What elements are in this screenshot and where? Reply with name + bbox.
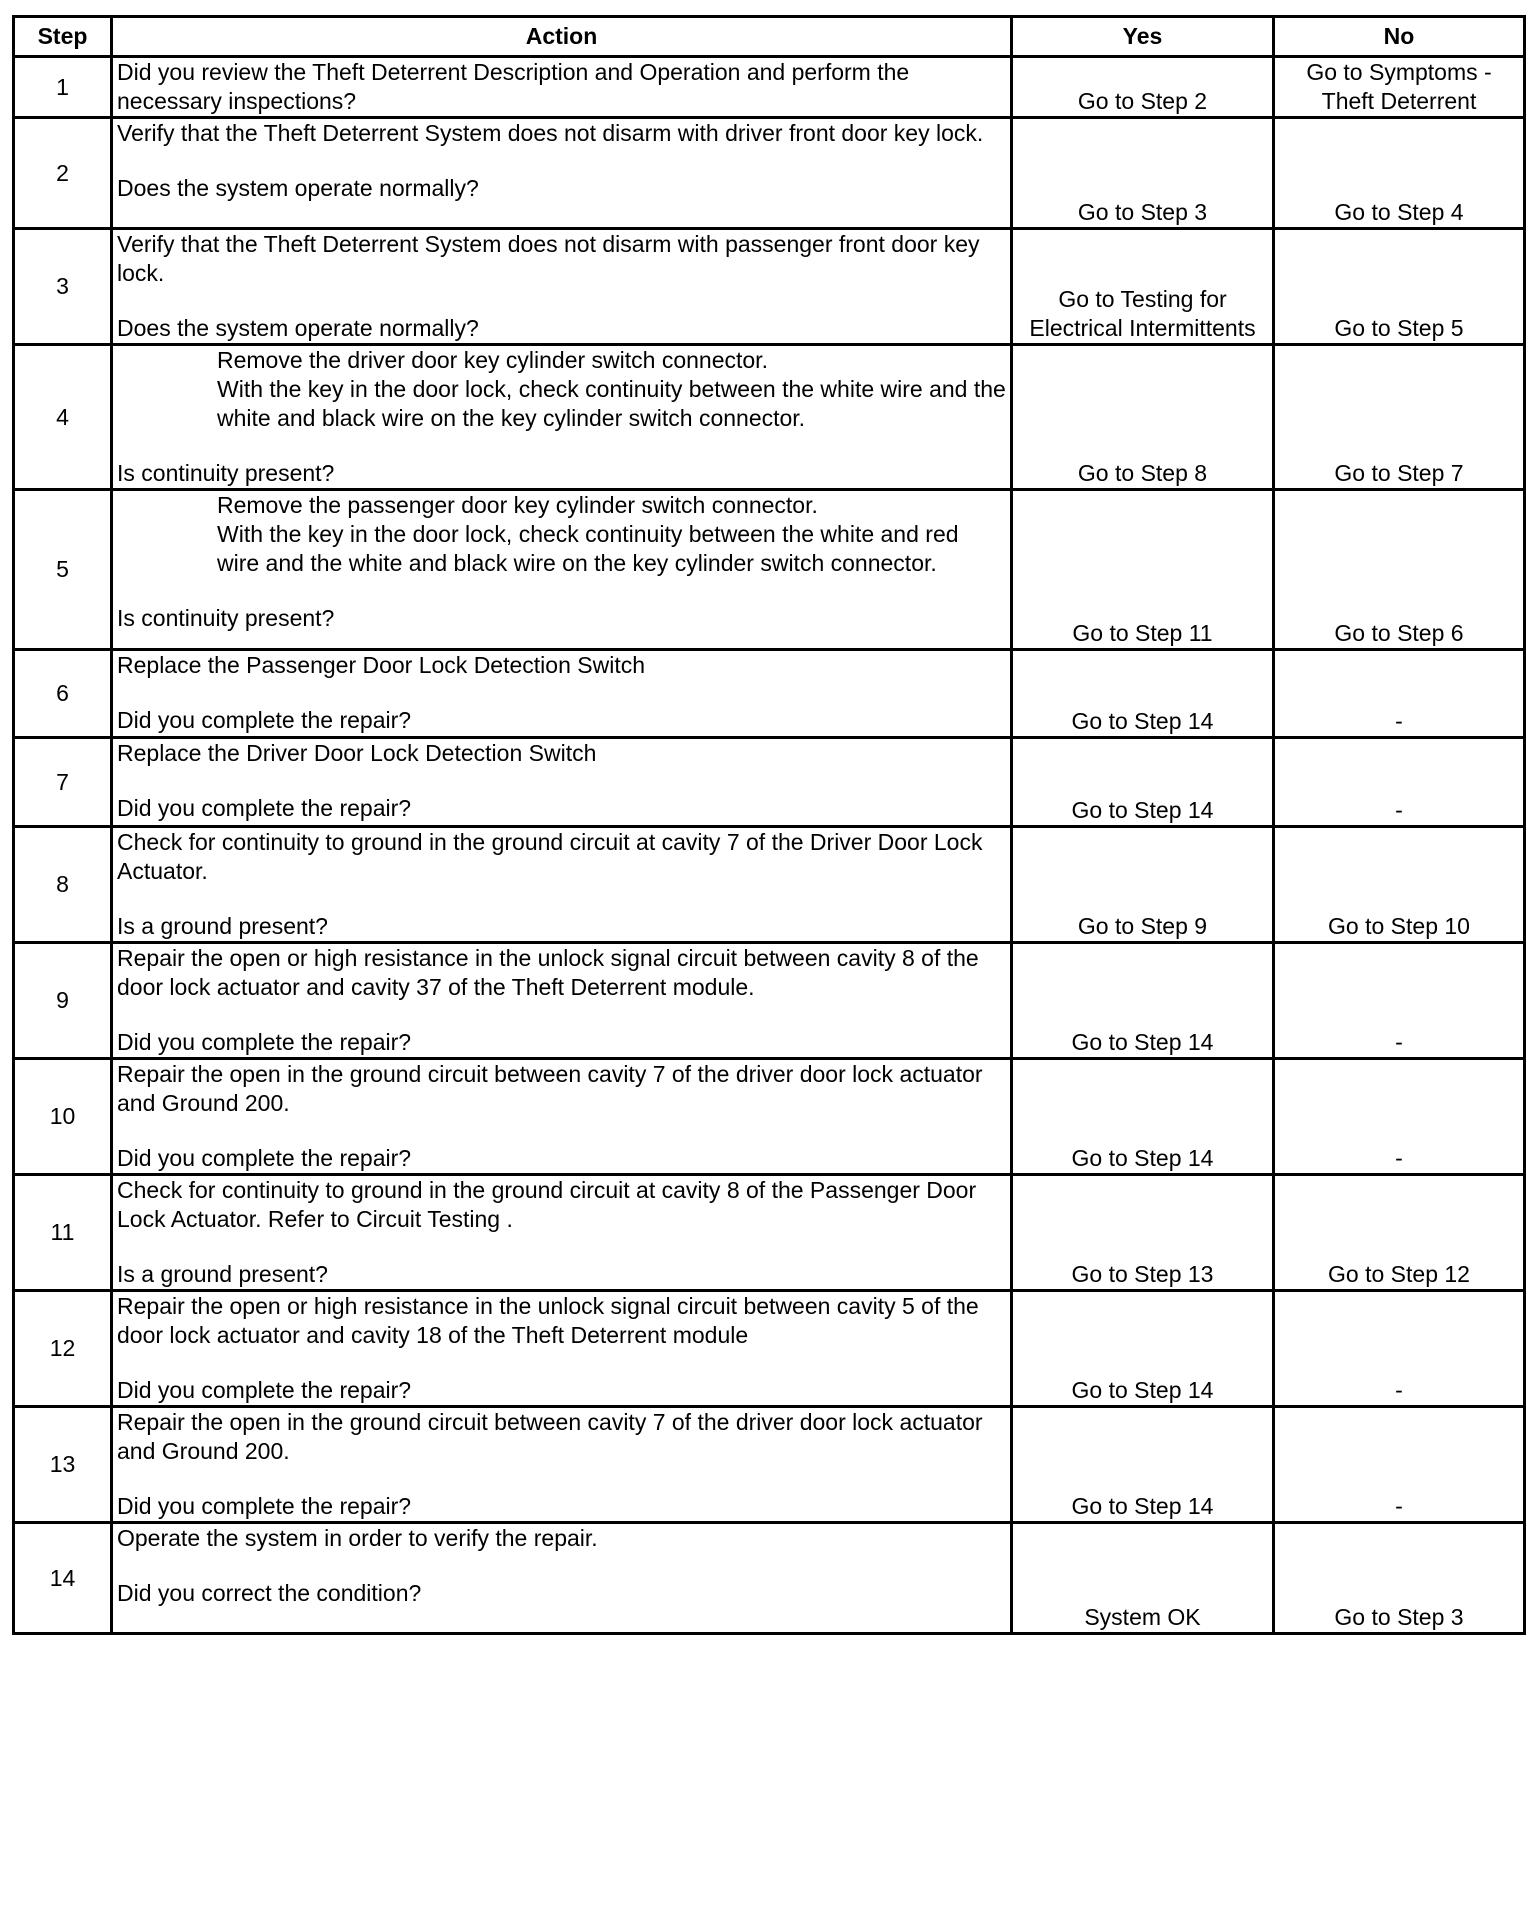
header-action: Action bbox=[112, 17, 1012, 57]
action-question: Did you complete the repair? bbox=[117, 707, 412, 733]
yes-result: Go to Step 8 bbox=[1012, 345, 1274, 490]
table-row bbox=[14, 345, 1525, 490]
table-row bbox=[14, 650, 1525, 738]
action-cell bbox=[112, 490, 1012, 650]
no-result: Go to Step 12 bbox=[1274, 1175, 1525, 1291]
yes-result: Go to Step 14 bbox=[1012, 738, 1274, 827]
action-question: Is a ground present? bbox=[117, 1261, 328, 1287]
yes-result: Go to Step 14 bbox=[1012, 1291, 1274, 1407]
step-number: 3 bbox=[14, 229, 112, 345]
action-question: Did you complete the repair? bbox=[117, 795, 412, 821]
action-cell bbox=[112, 827, 1012, 943]
spacer bbox=[117, 680, 1006, 706]
action-question: Did you complete the repair? bbox=[117, 1493, 412, 1519]
action-text: Check for continuity to ground in the ground circuit at cavity 8 of the Passenger Door Lock Actuator. Refer to Circuit Testing . bbox=[117, 1177, 983, 1232]
action-question: Did you complete the repair? bbox=[117, 1029, 412, 1055]
action-text: Did you review the Theft Deterrent Description and Operation and perform the necessary inspections? bbox=[117, 59, 916, 114]
step-number: 10 bbox=[14, 1059, 112, 1175]
action-question: Does the system operate normally? bbox=[117, 315, 479, 341]
table-row bbox=[14, 738, 1525, 827]
yes-result: Go to Step 2 bbox=[1012, 57, 1274, 118]
no-result: - bbox=[1274, 943, 1525, 1059]
action-text: Operate the system in order to verify the repair. bbox=[117, 1525, 598, 1551]
yes-result: Go to Step 9 bbox=[1012, 827, 1274, 943]
action-text: With the key in the door lock, check continuity between the white and red wire and the white and black wire on the key cylinder switch connector. bbox=[217, 521, 965, 576]
spacer bbox=[117, 433, 1006, 459]
action-cell bbox=[112, 1407, 1012, 1523]
step-number: 8 bbox=[14, 827, 112, 943]
action-text: Remove the driver door key cylinder switch connector. bbox=[217, 347, 768, 373]
table-row bbox=[14, 229, 1525, 345]
step-number: 12 bbox=[14, 1291, 112, 1407]
header-no: No bbox=[1274, 17, 1525, 57]
no-result: Go to Step 6 bbox=[1274, 490, 1525, 650]
yes-result: Go to Testing for Electrical Intermittents bbox=[1012, 229, 1274, 345]
table-row bbox=[14, 57, 1525, 118]
action-text: Repair the open in the ground circuit between cavity 7 of the driver door lock actuator and Ground 200. bbox=[117, 1061, 989, 1116]
action-text: Check for continuity to ground in the ground circuit at cavity 7 of the Driver Door Lock Actuator. bbox=[117, 829, 988, 884]
table-row bbox=[14, 1407, 1525, 1523]
action-text: Verify that the Theft Deterrent System does not disarm with driver front door key lock. bbox=[117, 120, 984, 146]
header-row bbox=[14, 17, 1525, 57]
step-number: 11 bbox=[14, 1175, 112, 1291]
action-text: Repair the open or high resistance in the unlock signal circuit between cavity 8 of the door lock actuator and cavity 37 of the Theft Deterrent module. bbox=[117, 945, 986, 1000]
action-question: Did you complete the repair? bbox=[117, 1377, 412, 1403]
action-question: Does the system operate normally? bbox=[117, 175, 479, 201]
step-number: 7 bbox=[14, 738, 112, 827]
no-result: Go to Symptoms - Theft Deterrent bbox=[1274, 57, 1525, 118]
spacer bbox=[117, 1466, 1006, 1492]
spacer bbox=[117, 1350, 1006, 1376]
table-row bbox=[14, 1523, 1525, 1634]
table-row bbox=[14, 1291, 1525, 1407]
step-number: 6 bbox=[14, 650, 112, 738]
step-number: 2 bbox=[14, 118, 112, 229]
header-yes: Yes bbox=[1012, 17, 1274, 57]
step-number: 13 bbox=[14, 1407, 112, 1523]
spacer bbox=[117, 578, 1006, 604]
spacer bbox=[117, 148, 1006, 174]
action-cell bbox=[112, 1291, 1012, 1407]
diagnostic-table bbox=[12, 15, 1526, 1635]
action-text: Verify that the Theft Deterrent System does not disarm with passenger front door key lock. bbox=[117, 231, 986, 286]
step-number: 4 bbox=[14, 345, 112, 490]
action-question: Is a ground present? bbox=[117, 913, 328, 939]
action-text: Replace the Passenger Door Lock Detection Switch bbox=[117, 652, 646, 678]
no-result: - bbox=[1274, 1407, 1525, 1523]
yes-result: Go to Step 14 bbox=[1012, 650, 1274, 738]
action-question: Did you complete the repair? bbox=[117, 1145, 412, 1171]
yes-result: Go to Step 11 bbox=[1012, 490, 1274, 650]
action-cell bbox=[112, 229, 1012, 345]
spacer bbox=[117, 1118, 1006, 1144]
action-cell bbox=[112, 943, 1012, 1059]
yes-result: Go to Step 13 bbox=[1012, 1175, 1274, 1291]
table-row bbox=[14, 827, 1525, 943]
step-number: 5 bbox=[14, 490, 112, 650]
spacer bbox=[117, 1553, 1006, 1579]
spacer bbox=[117, 768, 1006, 794]
spacer bbox=[117, 288, 1006, 314]
no-result: Go to Step 7 bbox=[1274, 345, 1525, 490]
action-cell bbox=[112, 118, 1012, 229]
action-question: Is continuity present? bbox=[117, 605, 335, 631]
no-result: - bbox=[1274, 650, 1525, 738]
step-number: 14 bbox=[14, 1523, 112, 1634]
table-row bbox=[14, 118, 1525, 229]
table-row bbox=[14, 943, 1525, 1059]
action-cell bbox=[112, 1175, 1012, 1291]
no-result: Go to Step 10 bbox=[1274, 827, 1525, 943]
action-cell bbox=[112, 345, 1012, 490]
action-text: Repair the open or high resistance in the unlock signal circuit between cavity 5 of the door lock actuator and cavity 18 of the Theft Deterrent module bbox=[117, 1293, 986, 1348]
action-text: Repair the open in the ground circuit between cavity 7 of the driver door lock actuator and Ground 200. bbox=[117, 1409, 989, 1464]
table-row bbox=[14, 1059, 1525, 1175]
no-result: Go to Step 4 bbox=[1274, 118, 1525, 229]
spacer bbox=[117, 1002, 1006, 1028]
action-cell bbox=[112, 1523, 1012, 1634]
action-text: With the key in the door lock, check continuity between the white wire and the white and black wire on the key cylinder switch connector. bbox=[217, 376, 1013, 431]
table-row bbox=[14, 490, 1525, 650]
action-cell bbox=[112, 738, 1012, 827]
yes-result: Go to Step 14 bbox=[1012, 943, 1274, 1059]
action-cell bbox=[112, 57, 1012, 118]
action-cell bbox=[112, 1059, 1012, 1175]
action-text: Remove the passenger door key cylinder switch connector. bbox=[217, 492, 818, 518]
action-cell bbox=[112, 650, 1012, 738]
header-step: Step bbox=[14, 17, 112, 57]
step-number: 9 bbox=[14, 943, 112, 1059]
no-result: - bbox=[1274, 738, 1525, 827]
no-result: Go to Step 3 bbox=[1274, 1523, 1525, 1634]
yes-result: Go to Step 14 bbox=[1012, 1059, 1274, 1175]
action-question: Is continuity present? bbox=[117, 460, 335, 486]
table-row bbox=[14, 1175, 1525, 1291]
action-question: Did you correct the condition? bbox=[117, 1580, 422, 1606]
no-result: Go to Step 5 bbox=[1274, 229, 1525, 345]
step-number: 1 bbox=[14, 57, 112, 118]
yes-result: Go to Step 14 bbox=[1012, 1407, 1274, 1523]
spacer bbox=[117, 886, 1006, 912]
yes-result: System OK bbox=[1012, 1523, 1274, 1634]
no-result: - bbox=[1274, 1291, 1525, 1407]
action-text: Replace the Driver Door Lock Detection Switch bbox=[117, 740, 597, 766]
no-result: - bbox=[1274, 1059, 1525, 1175]
spacer bbox=[117, 1234, 1006, 1260]
yes-result: Go to Step 3 bbox=[1012, 118, 1274, 229]
